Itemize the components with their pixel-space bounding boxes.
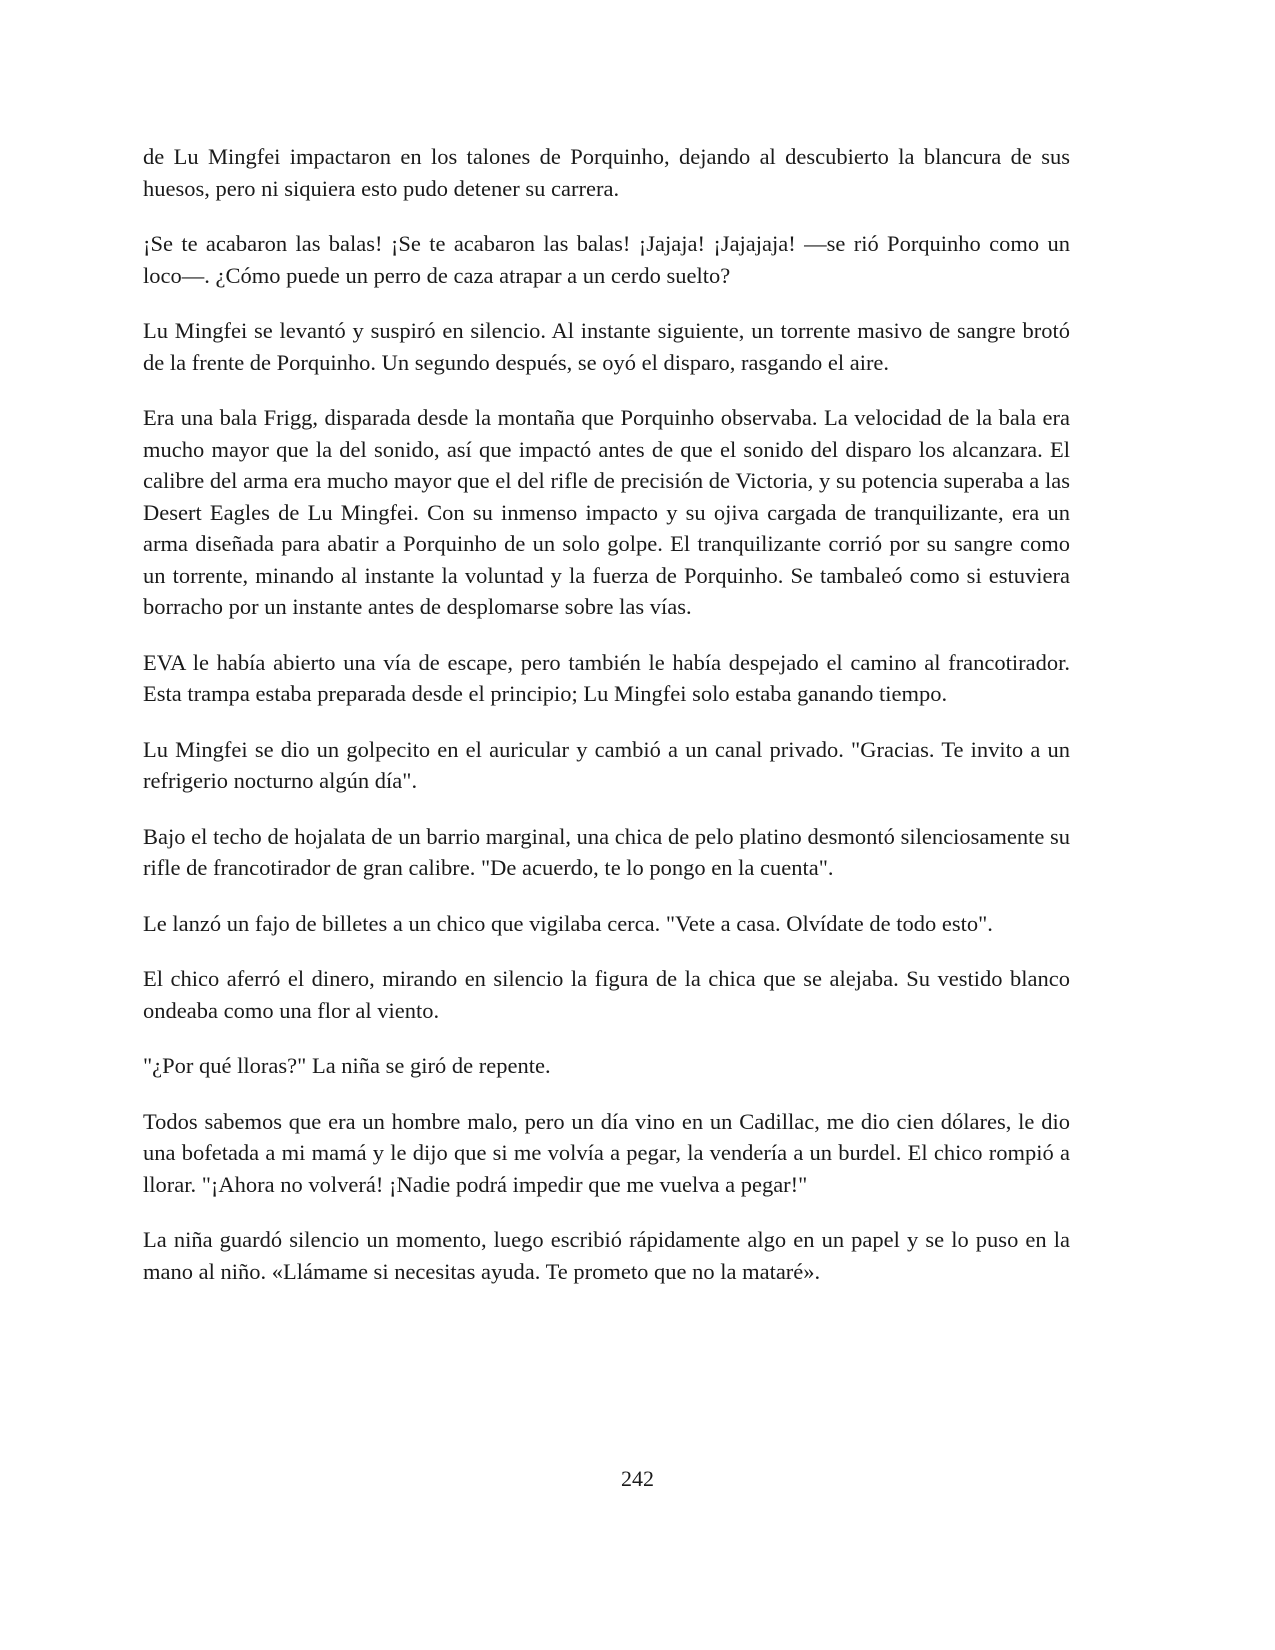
paragraph: Lu Mingfei se levantó y suspiró en silencio. Al instante siguiente, un torrente masivo de sangre brotó de la frente de Porquinho. Un segundo después, se oyó el disparo, rasgando el aire. [143,318,1070,375]
paragraph: Le lanzó un fajo de billetes a un chico que vigilaba cerca. "Vete a casa. Olvídate de todo esto". [143,910,993,936]
paragraph: Era una bala Frigg, disparada desde la montaña que Porquinho observaba. La velocidad de la bala era mucho mayor que la del sonido, así que impactó antes de que el sonido del disparo los alcanzara. El calibre del arma era mucho mayor que el del rifle de precisión de Victoria, y su potencia superaba a las Desert Eagles de Lu Mingfei. Con su inmenso impacto y su ojiva cargada de tranquilizante, era un arma diseñada para abatir a Porquinho de un solo golpe. El tranquilizante corrió por su sangre como un torrente, minando al instante la voluntad y la fuerza de Porquinho. Se tambaleó como si estuviera borracho por un instante antes de desplomarse sobre las vías. [143,405,1070,619]
paragraph: de Lu Mingfei impactaron en los talones de Porquinho, dejando al descubierto la blancura de sus huesos, pero ni siquiera esto pudo detener su carrera. [143,144,1070,201]
paragraph: La niña guardó silencio un momento, luego escribió rápidamente algo en un papel y se lo puso en la mano al niño. «Llámame si necesitas ayuda. Te prometo que no la mataré». [143,1227,1070,1284]
paragraph: Lu Mingfei se dio un golpecito en el auricular y cambió a un canal privado. "Gracias. Te invito a un refrigerio nocturno algún día". [143,736,1070,793]
paragraph: Todos sabemos que era un hombre malo, pero un día vino en un Cadillac, me dio cien dólares, le dio una bofetada a mi mamá y le dijo que si me volvía a pegar, la vendería a un burdel. El chico rompió a llorar. "¡Ahora no volverá! ¡Nadie podrá impedir que me vuelva a pegar!" [143,1108,1070,1197]
page-body [143,141,1070,1311]
paragraph: El chico aferró el dinero, mirando en silencio la figura de la chica que se alejaba. Su vestido blanco ondeaba como una flor al viento. [143,966,1070,1023]
paragraph: ¡Se te acabaron las balas! ¡Se te acabaron las balas! ¡Jajaja! ¡Jajajaja! —se rió Porquinho como un loco—. ¿Cómo puede un perro de caza atrapar a un cerdo suelto? [143,231,1070,288]
page-number: 242 [621,1466,654,1491]
paragraph: "¿Por qué lloras?" La niña se giró de repente. [143,1053,551,1078]
paragraph: Bajo el techo de hojalata de un barrio marginal, una chica de pelo platino desmontó silenciosamente su rifle de francotirador de gran calibre. "De acuerdo, te lo pongo en la cuenta". [143,823,1070,880]
paragraph: EVA le había abierto una vía de escape, pero también le había despejado el camino al francotirador. Esta trampa estaba preparada desde el principio; Lu Mingfei solo estaba ganando tiempo. [143,649,1070,706]
